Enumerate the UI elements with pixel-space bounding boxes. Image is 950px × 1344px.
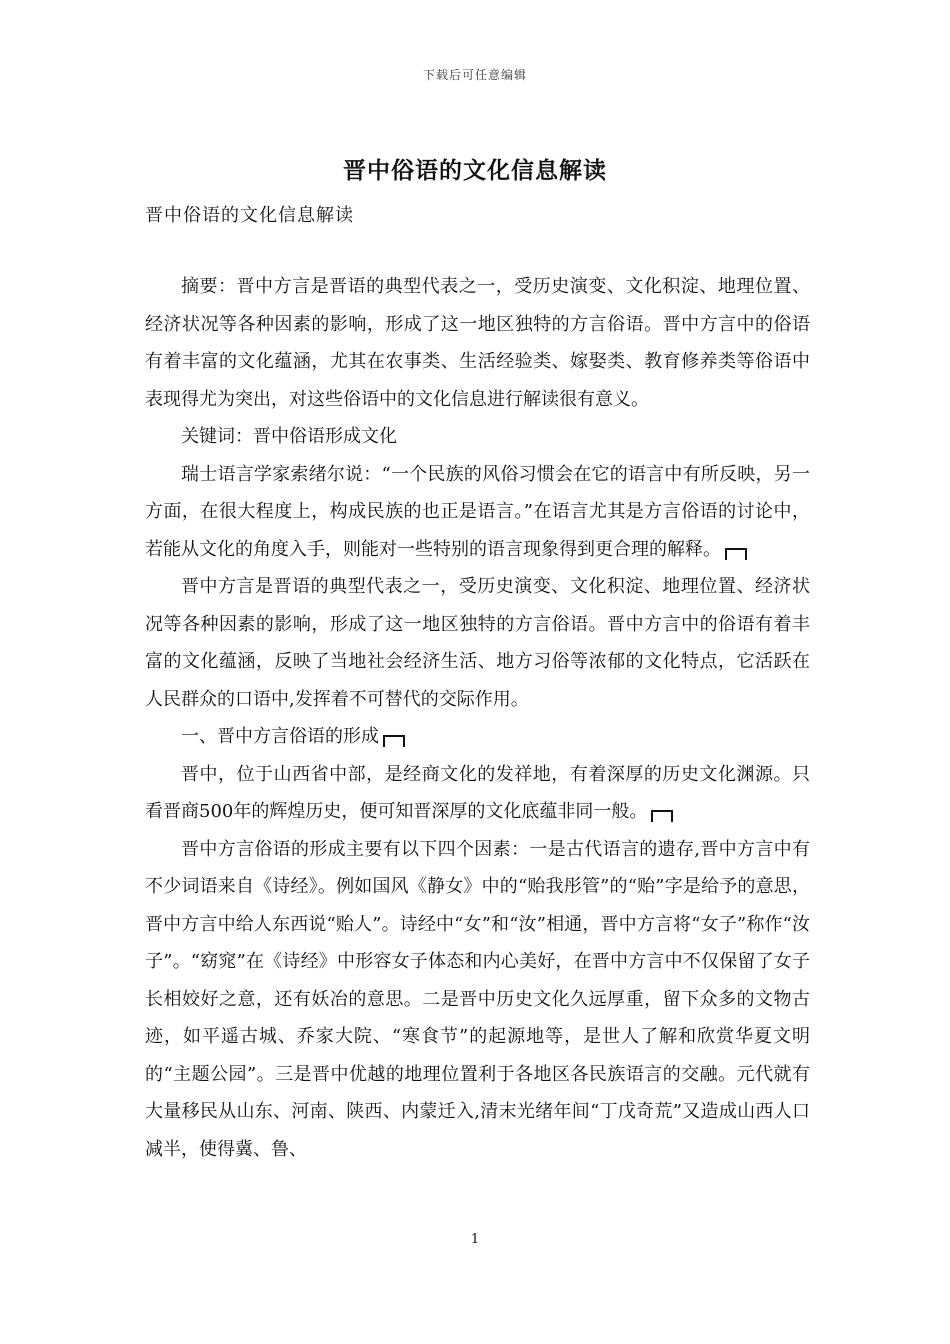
- body-paragraph: 晋中方言俗语的形成主要有以下四个因素：一是古代语言的遗存,晋中方言中有不少词语来自《诗经》。例如国风《静女》中的“贻我彤管”的“贻”字是给予的意思，晋中方言中给人东西说“贻人”。诗经中“女”和“汝”相通，晋中方言将“女子”称作“汝子”。“窈窕”在《诗经》中形容女子体态和内心美好，在晋中方言中不仅保留了女子长相姣好之意，还有妖冶的意思。二是晋中历史文化久远厚重，留下众多的文物古迹，如平遥古城、乔家大院、“寒食节”的起源地等，是世人了解和欣赏华夏文明的“主题公园”。三是晋中优越的地理位置利于各地区各民族语言的交融。元代就有大量移民从山东、河南、陕西、内蒙迁入,清末光绪年间“丁戊奇荒”又造成山西人口减半，使得冀、鲁、: [145, 838, 810, 1160]
- page-header-note: 下载后可任意编辑: [422, 68, 527, 82]
- body-paragraph: 晋中方言是晋语的典型代表之一，受历史演变、文化积淀、地理位置、经济状况等各种因素的影响，形成了这一地区独特的方言俗语。晋中方言中的俗语有着丰富的文化蕴涵，反映了当地社会经济生活、地方习俗等浓郁的文化特点，它活跃在人民群众的口语中,发挥着不可替代的交际作用。: [145, 576, 810, 710]
- document-subtitle: 晋中俗语的文化信息解读: [145, 205, 354, 226]
- document-body: [145, 268, 810, 1168]
- page-number: 1: [470, 1232, 480, 1247]
- section-heading: 一、晋中方言俗语的形成: [145, 718, 810, 756]
- footnote-marker-icon: [725, 548, 747, 560]
- footnote-marker-icon: [651, 810, 673, 822]
- body-paragraph: 晋中，位于山西省中部，是经商文化的发祥地，有着深厚的历史文化渊源。只看晋商500年的辉煌历史，便可知晋深厚的文化底蕴非同一般。: [145, 763, 810, 822]
- document-title: 晋中俗语的文化信息解读: [343, 157, 607, 184]
- abstract-paragraph: 摘要：晋中方言是晋语的典型代表之一，受历史演变、文化积淀、地理位置、经济状况等各种因素的影响，形成了这一地区独特的方言俗语。晋中方言中的俗语有着丰富的文化蕴涵，尤其在农事类、生活经验类、嫁娶类、教育修养类等俗语中表现得尤为突出，对这些俗语中的文化信息进行解读很有意义。: [145, 276, 810, 410]
- footnote-marker-icon: [383, 735, 405, 747]
- keywords-paragraph: 关键词：晋中俗语形成文化: [181, 426, 397, 447]
- body-paragraph: 瑞士语言学家索绪尔说：“一个民族的风俗习惯会在它的语言中有所反映，另一方面，在很大程度上，构成民族的也正是语言。”在语言尤其是方言俗语的讨论中，若能从文化的角度入手，则能对一些特别的语言现象得到更合理的解释。: [145, 463, 810, 560]
